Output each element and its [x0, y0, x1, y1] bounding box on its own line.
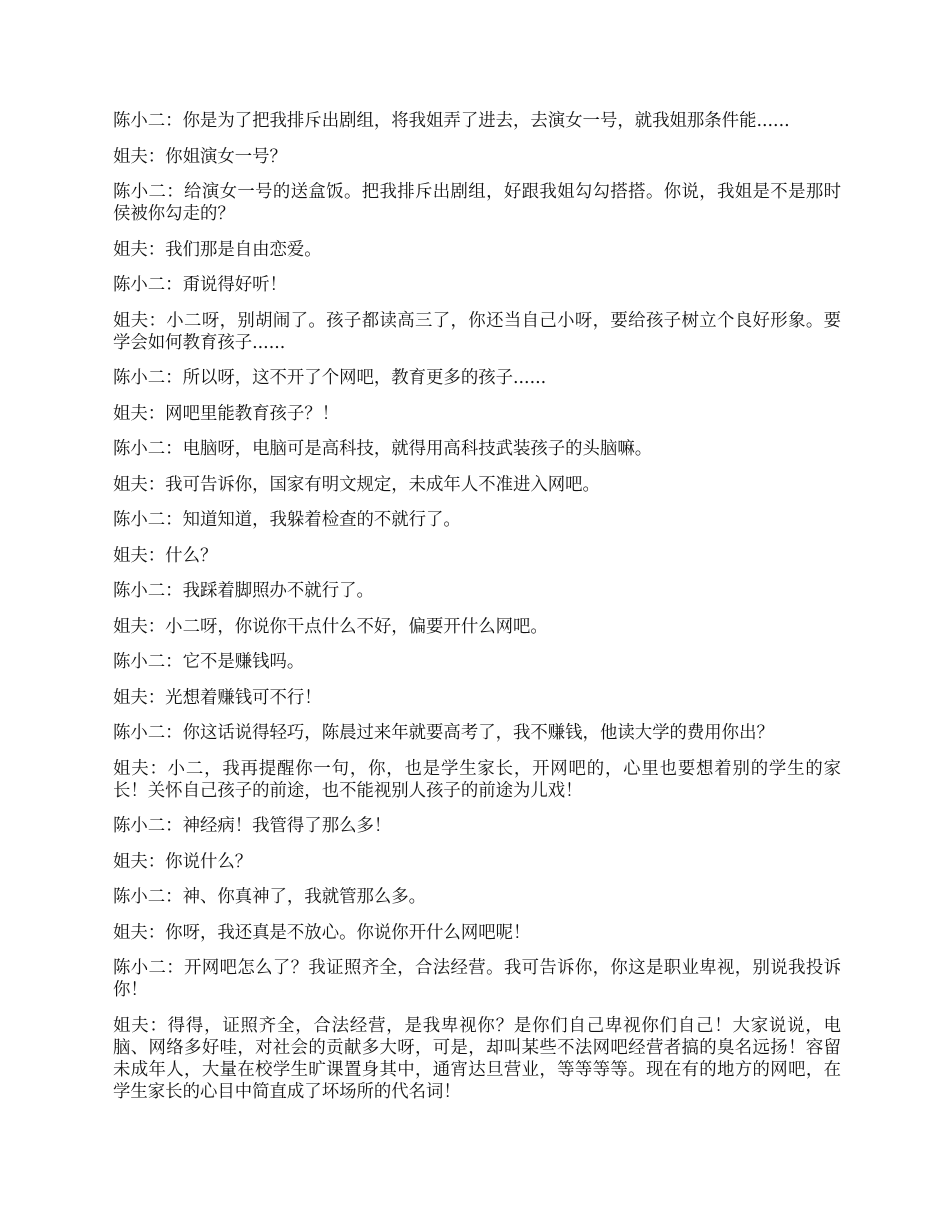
dialogue-line: 陈小二：它不是赚钱吗。 — [113, 652, 305, 672]
dialogue-line: 陈小二：给演女一号的送盒饭。把我排斥出剧组，好跟我姐勾勾搭搭。你说，我姐是不是那时侯被你勾走的？ — [113, 182, 841, 224]
dialogue-line: 陈小二：我踩着脚照办不就行了。 — [113, 581, 374, 601]
dialogue-line: 姐夫：光想着赚钱可不行！ — [113, 687, 322, 708]
document-body — [113, 110, 841, 1116]
dialogue-line: 陈小二：电脑呀，电脑可是高科技，就得用高科技武装孩子的头脑嘛。 — [113, 439, 653, 459]
dialogue-line: 陈小二：神、你真神了，我就管那么多。 — [113, 887, 427, 907]
dialogue-line: 姐夫：小二呀，你说你干点什么不好，偏要开什么网吧。 — [113, 616, 548, 637]
dialogue-line: 姐夫：小二呀，别胡闹了。孩子都读高三了，你还当自己小呀，要给孩子树立个良好形象。要学会如何教育孩子...... — [113, 310, 841, 353]
dialogue-line: 陈小二：甭说得好听！ — [113, 275, 287, 295]
dialogue-line: 姐夫：小二，我再提醒你一句，你，也是学生家长，开网吧的，心里也要想着别的学生的家长！关怀自己孩子的前途，也不能视别人孩子的前途为儿戏！ — [113, 758, 841, 801]
dialogue-line: 姐夫：你呀，我还真是不放心。你说你开什么网吧呢！ — [113, 922, 531, 943]
dialogue-line: 陈小二：你是为了把我排斥出剧组，将我姐弄了进去，去演女一号，就我姐那条件能...... — [113, 111, 790, 131]
dialogue-line: 姐夫：什么？ — [113, 545, 218, 566]
dialogue-line: 姐夫：网吧里能教育孩子？！ — [113, 403, 340, 424]
dialogue-line: 姐夫：我可告诉你，国家有明文规定，未成年人不准进入网吧。 — [113, 474, 600, 495]
dialogue-line: 陈小二：所以呀，这不开了个网吧，教育更多的孩子...... — [113, 368, 547, 388]
dialogue-line: 姐夫：得得，证照齐全，合法经营，是我卑视你？是你们自己卑视你们自己！大家说说，电脑、网络多好哇，对社会的贡献多大呀，可是，却叫某些不法网吧经营者搞的臭名远扬！容留未成年人，大量在校学生旷课置身其中，通宵达旦营业，等等等等。现在有的地方的网吧，在学生家长的心目中简直成了坏场所的代名词！ — [113, 1015, 841, 1102]
dialogue-line: 陈小二：神经病！我管得了那么多！ — [113, 816, 392, 836]
dialogue-line: 陈小二：你这话说得轻巧，陈晨过来年就要高考了，我不赚钱，他读大学的费用你出？ — [113, 723, 774, 743]
dialogue-line: 陈小二：开网吧怎么了？我证照齐全，合法经营。我可告诉你，你这是职业卑视，别说我投诉你！ — [113, 958, 841, 1000]
dialogue-line: 姐夫：你姐演女一号？ — [113, 146, 287, 167]
dialogue-line: 姐夫：我们那是自由恋爱。 — [113, 239, 322, 260]
dialogue-line: 姐夫：你说什么？ — [113, 851, 253, 872]
dialogue-line: 陈小二：知道知道，我躲着检查的不就行了。 — [113, 510, 461, 530]
